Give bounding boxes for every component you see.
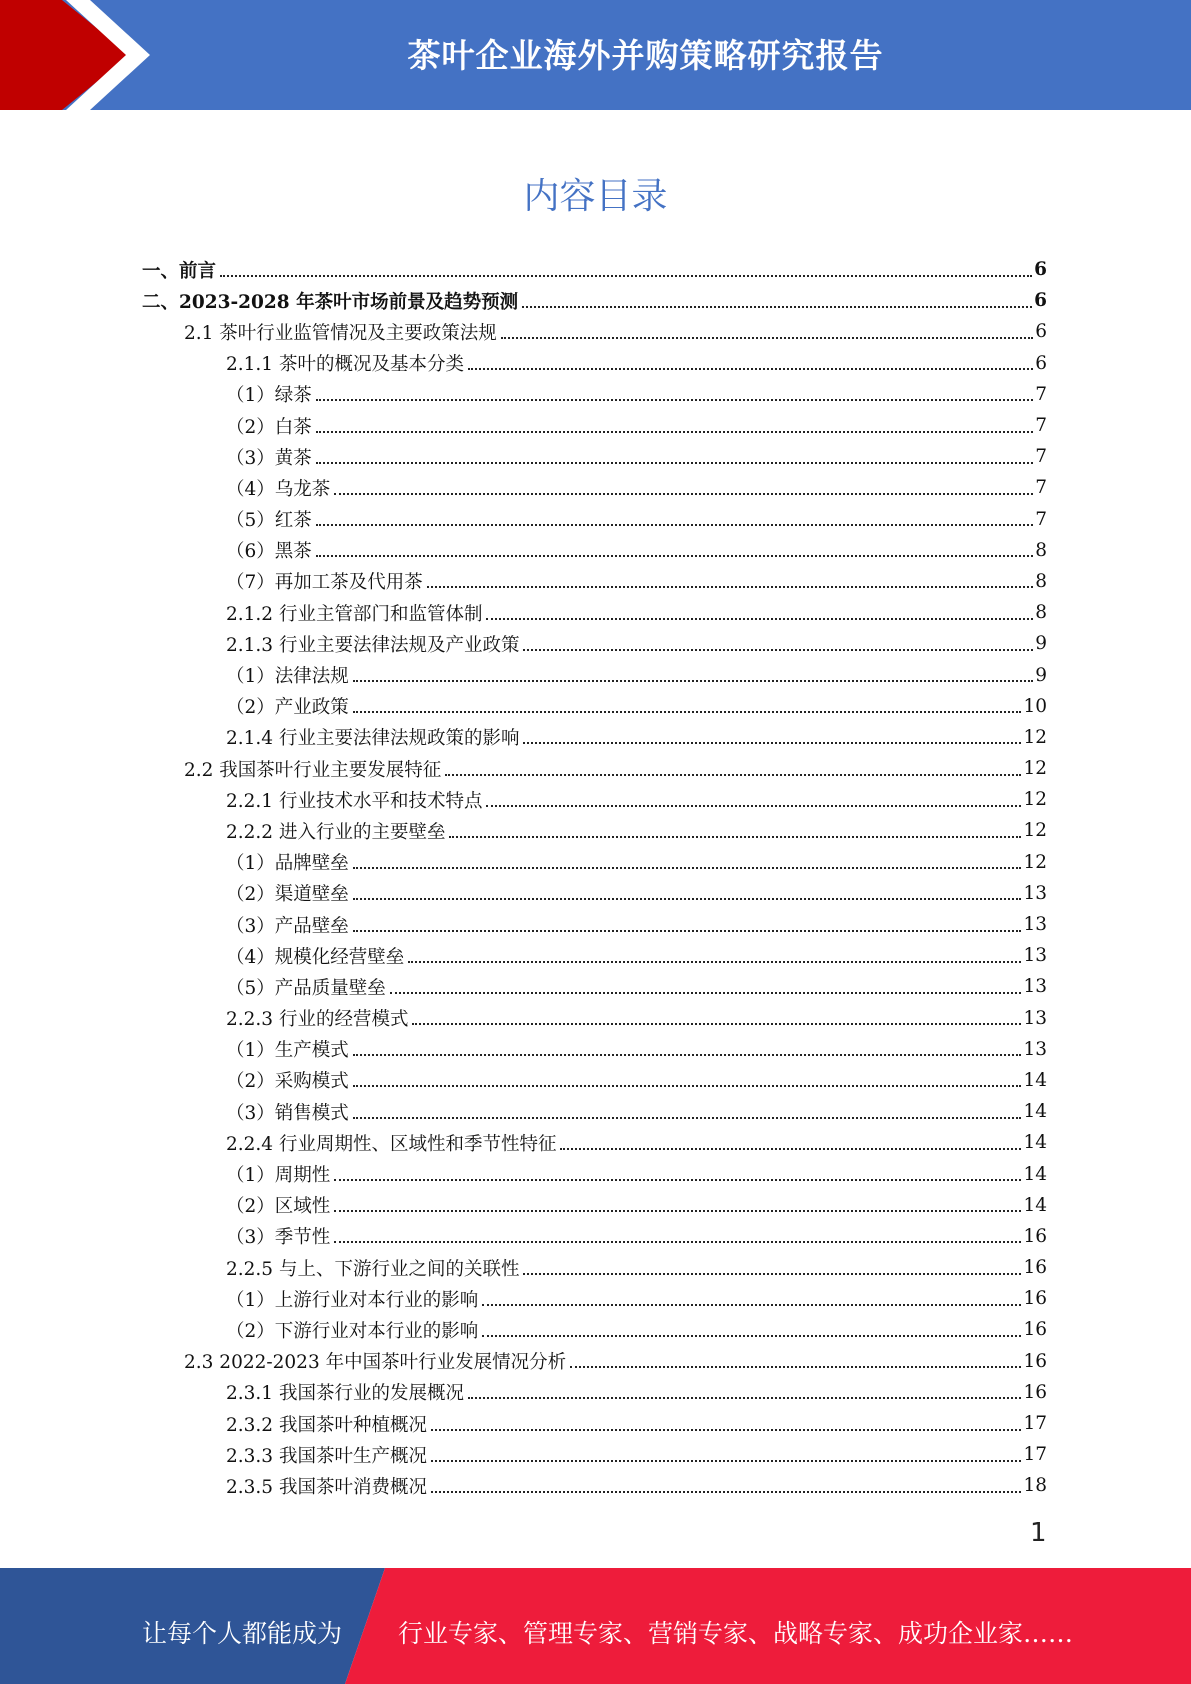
footer-banner <box>0 1568 1191 1684</box>
toc-leader-dots <box>408 961 1021 963</box>
toc-entry[interactable] <box>0 379 1047 410</box>
toc-leader-dots <box>486 618 1033 620</box>
toc-entry-label: （4）乌龙茶 <box>226 478 331 500</box>
toc-entry-page: 13 <box>1023 914 1047 936</box>
footer-slogan-left: 让每个人都能成为 <box>142 1619 343 1648</box>
toc-leader-dots <box>468 368 1033 370</box>
toc-leader-dots <box>353 1054 1022 1056</box>
toc-entry[interactable] <box>0 1221 1047 1252</box>
toc-entry-label: 2.2.1 行业技术水平和技术特点 <box>226 790 483 812</box>
toc-entry-page: 14 <box>1023 1069 1047 1091</box>
toc-entry-label: （1）法律法规 <box>226 666 349 688</box>
toc-entry-label: （3）季节性 <box>226 1227 331 1249</box>
toc-entry-label: （2）白茶 <box>226 416 312 438</box>
toc-entry-page: 9 <box>1035 633 1047 655</box>
toc-leader-dots <box>431 1460 1021 1462</box>
report-title: 茶叶企业海外并购策略研究报告 <box>407 36 884 75</box>
toc-entry-label: （1）上游行业对本行业的影响 <box>226 1289 479 1311</box>
toc-leader-dots <box>316 431 1033 433</box>
toc-leader-dots <box>334 493 1033 495</box>
toc-leader-dots <box>431 1491 1021 1493</box>
toc-entry-label: （5）产品质量壁垒 <box>226 977 386 999</box>
toc-entry-page: 14 <box>1023 1132 1047 1154</box>
toc-entry[interactable] <box>0 1346 1047 1377</box>
page-number: 1 <box>1030 1518 1047 1548</box>
toc-entry-page: 14 <box>1023 1101 1047 1123</box>
toc-entry-label: 2.2.2 进入行业的主要壁垒 <box>226 821 446 843</box>
toc-entry-page: 16 <box>1023 1225 1047 1247</box>
toc-entry-label: 2.1.3 行业主要法律法规及产业政策 <box>226 634 520 656</box>
toc-entry-label: 二、2023-2028 年茶叶市场前景及趋势预测 <box>142 291 519 313</box>
toc-leader-dots <box>449 836 1021 838</box>
toc-entry-label: （2）采购模式 <box>226 1071 349 1093</box>
toc-leader-dots <box>316 555 1033 557</box>
toc-entry[interactable] <box>0 1003 1047 1034</box>
toc-entry[interactable] <box>0 472 1047 503</box>
toc-leader-dots <box>570 1366 1021 1368</box>
toc-leader-dots <box>220 275 1032 277</box>
toc-entry-label: （3）产品壁垒 <box>226 915 349 937</box>
toc-entry-page: 6 <box>1034 290 1047 312</box>
toc-entry-page: 7 <box>1035 446 1047 468</box>
toc-entry-label: （6）黑茶 <box>226 541 312 563</box>
toc-leader-dots <box>353 898 1022 900</box>
toc-entry[interactable] <box>0 784 1047 815</box>
toc-leader-dots <box>445 774 1021 776</box>
toc-leader-dots <box>431 1429 1021 1431</box>
toc-entry-label: 2.1.2 行业主管部门和监管体制 <box>226 603 483 625</box>
toc-entry[interactable] <box>0 566 1047 597</box>
toc-entry-page: 8 <box>1035 570 1047 592</box>
toc-leader-dots <box>353 1085 1022 1087</box>
toc-entry[interactable] <box>0 1283 1047 1314</box>
toc-leader-dots <box>522 306 1032 308</box>
toc-leader-dots <box>353 867 1022 869</box>
toc-entry[interactable] <box>0 815 1047 846</box>
toc-entry-page: 6 <box>1034 259 1047 281</box>
toc-entry-label: （2）区域性 <box>226 1196 331 1218</box>
toc-entry-label: （2）产业政策 <box>226 697 349 719</box>
toc-entry[interactable] <box>0 659 1047 690</box>
toc-entry-label: （3）销售模式 <box>226 1102 349 1124</box>
toc-entry-page: 13 <box>1023 882 1047 904</box>
toc-entry-page: 12 <box>1023 758 1047 780</box>
toc-leader-dots <box>353 930 1022 932</box>
toc-leader-dots <box>353 711 1022 713</box>
toc-entry[interactable] <box>0 1470 1047 1501</box>
toc-entry[interactable] <box>0 909 1047 940</box>
toc-entry-page: 12 <box>1023 820 1047 842</box>
toc-entry-page: 13 <box>1023 945 1047 967</box>
toc-entry[interactable] <box>0 847 1047 878</box>
toc-entry-label: 2.3.2 我国茶叶种植概况 <box>226 1414 427 1436</box>
toc-entry[interactable] <box>0 597 1047 628</box>
toc-entry-label: 2.2.3 行业的经营模式 <box>226 1009 409 1031</box>
toc-entry[interactable] <box>0 1096 1047 1127</box>
toc-entry[interactable] <box>0 535 1047 566</box>
header-banner <box>0 0 1191 110</box>
toc-entry-label: 2.3.5 我国茶叶消费概况 <box>226 1476 427 1498</box>
footer-slogan-right: 行业专家、管理专家、营销专家、战略专家、成功企业家…… <box>398 1619 1074 1648</box>
toc-entry[interactable] <box>0 1314 1047 1345</box>
toc-entry-label: 2.2 我国茶叶行业主要发展特征 <box>184 759 442 781</box>
toc-entry-page: 9 <box>1035 664 1047 686</box>
toc-entry-label: 2.3.1 我国茶行业的发展概况 <box>226 1383 464 1405</box>
toc-entry-label: 2.3.3 我国茶叶生产概况 <box>226 1445 427 1467</box>
toc-entry[interactable] <box>0 753 1047 784</box>
toc-entry-page: 10 <box>1023 695 1047 717</box>
toc-entry[interactable] <box>0 285 1047 316</box>
toc-entry-label: （5）红茶 <box>226 510 312 532</box>
toc-entry-label: 2.1.4 行业主要法律法规政策的影响 <box>226 728 520 750</box>
toc-entry[interactable] <box>0 1127 1047 1158</box>
toc-leader-dots <box>560 1148 1021 1150</box>
toc-entry-label: 2.3 2022-2023 年中国茶叶行业发展情况分析 <box>184 1352 567 1374</box>
toc-entry[interactable] <box>0 971 1047 1002</box>
toc-entry-page: 6 <box>1035 321 1047 343</box>
toc-leader-dots <box>486 805 1021 807</box>
toc-entry-label: （2）下游行业对本行业的影响 <box>226 1320 479 1342</box>
toc-entry[interactable] <box>0 1377 1047 1408</box>
toc-entry[interactable] <box>0 628 1047 659</box>
toc-entry-page: 7 <box>1035 508 1047 530</box>
toc-entry[interactable] <box>0 254 1047 285</box>
toc-entry[interactable] <box>0 722 1047 753</box>
toc-entry-label: （7）再加工茶及代用茶 <box>226 572 423 594</box>
toc-entry-page: 16 <box>1023 1381 1047 1403</box>
toc-entry-page: 12 <box>1023 851 1047 873</box>
table-of-contents <box>0 254 1191 1502</box>
toc-leader-dots <box>353 680 1033 682</box>
toc-entry-page: 16 <box>1023 1257 1047 1279</box>
toc-entry-page: 14 <box>1023 1194 1047 1216</box>
toc-entry-label: 2.2.5 与上、下游行业之间的关联性 <box>226 1258 520 1280</box>
toc-entry-page: 13 <box>1023 976 1047 998</box>
toc-leader-dots <box>523 742 1021 744</box>
toc-leader-dots <box>482 1304 1021 1306</box>
toc-leader-dots <box>334 1241 1021 1243</box>
toc-entry-page: 14 <box>1023 1163 1047 1185</box>
toc-entry[interactable] <box>0 316 1047 347</box>
toc-leader-dots <box>501 337 1033 339</box>
toc-leader-dots <box>523 649 1033 651</box>
toc-entry-page: 13 <box>1023 1007 1047 1029</box>
toc-leader-dots <box>316 399 1033 401</box>
toc-entry-label: 2.1.1 茶叶的概况及基本分类 <box>226 354 464 376</box>
toc-entry-page: 6 <box>1035 352 1047 374</box>
toc-heading: 内容目录 <box>523 176 668 217</box>
toc-entry[interactable] <box>0 1408 1047 1439</box>
toc-entry[interactable] <box>0 1158 1047 1189</box>
toc-entry[interactable] <box>0 1034 1047 1065</box>
toc-entry-page: 7 <box>1035 477 1047 499</box>
toc-entry[interactable] <box>0 878 1047 909</box>
toc-entry[interactable] <box>0 441 1047 472</box>
toc-entry-page: 7 <box>1035 383 1047 405</box>
toc-entry[interactable] <box>0 1252 1047 1283</box>
toc-entry[interactable] <box>0 1439 1047 1470</box>
toc-entry-page: 12 <box>1023 726 1047 748</box>
toc-entry[interactable] <box>0 504 1047 535</box>
toc-entry-label: （4）规模化经营壁垒 <box>226 946 405 968</box>
toc-leader-dots <box>316 462 1033 464</box>
toc-entry-page: 16 <box>1023 1350 1047 1372</box>
toc-entry-label: （3）黄茶 <box>226 447 312 469</box>
toc-leader-dots <box>334 1179 1021 1181</box>
toc-entry[interactable] <box>0 1065 1047 1096</box>
toc-leader-dots <box>482 1335 1021 1337</box>
toc-entry[interactable] <box>0 348 1047 379</box>
toc-leader-dots <box>523 1273 1021 1275</box>
toc-entry-page: 16 <box>1023 1288 1047 1310</box>
toc-leader-dots <box>390 992 1022 994</box>
toc-leader-dots <box>353 1117 1022 1119</box>
toc-entry-label: （1）绿茶 <box>226 385 312 407</box>
toc-entry-label: 2.1 茶叶行业监管情况及主要政策法规 <box>184 322 497 344</box>
toc-entry-page: 8 <box>1035 539 1047 561</box>
toc-entry-page: 17 <box>1023 1413 1047 1435</box>
toc-entry-page: 16 <box>1023 1319 1047 1341</box>
toc-leader-dots <box>334 1210 1021 1212</box>
toc-entry-page: 8 <box>1035 602 1047 624</box>
toc-entry-page: 13 <box>1023 1038 1047 1060</box>
toc-entry-page: 18 <box>1023 1475 1047 1497</box>
toc-leader-dots <box>412 1023 1021 1025</box>
toc-entry-page: 7 <box>1035 415 1047 437</box>
toc-entry[interactable] <box>0 410 1047 441</box>
toc-entry-label: （1）周期性 <box>226 1165 331 1187</box>
toc-entry-label: （1）品牌壁垒 <box>226 853 349 875</box>
toc-entry-label: （1）生产模式 <box>226 1040 349 1062</box>
toc-entry-label: （2）渠道壁垒 <box>226 884 349 906</box>
toc-entry-page: 17 <box>1023 1444 1047 1466</box>
toc-entry[interactable] <box>0 940 1047 971</box>
toc-leader-dots <box>468 1397 1021 1399</box>
toc-entry[interactable] <box>0 1190 1047 1221</box>
toc-entry-label: 一、前言 <box>142 260 217 282</box>
toc-entry-label: 2.2.4 行业周期性、区域性和季节性特征 <box>226 1133 557 1155</box>
toc-entry[interactable] <box>0 691 1047 722</box>
toc-entry-page: 12 <box>1023 789 1047 811</box>
toc-leader-dots <box>427 586 1033 588</box>
toc-leader-dots <box>316 524 1033 526</box>
